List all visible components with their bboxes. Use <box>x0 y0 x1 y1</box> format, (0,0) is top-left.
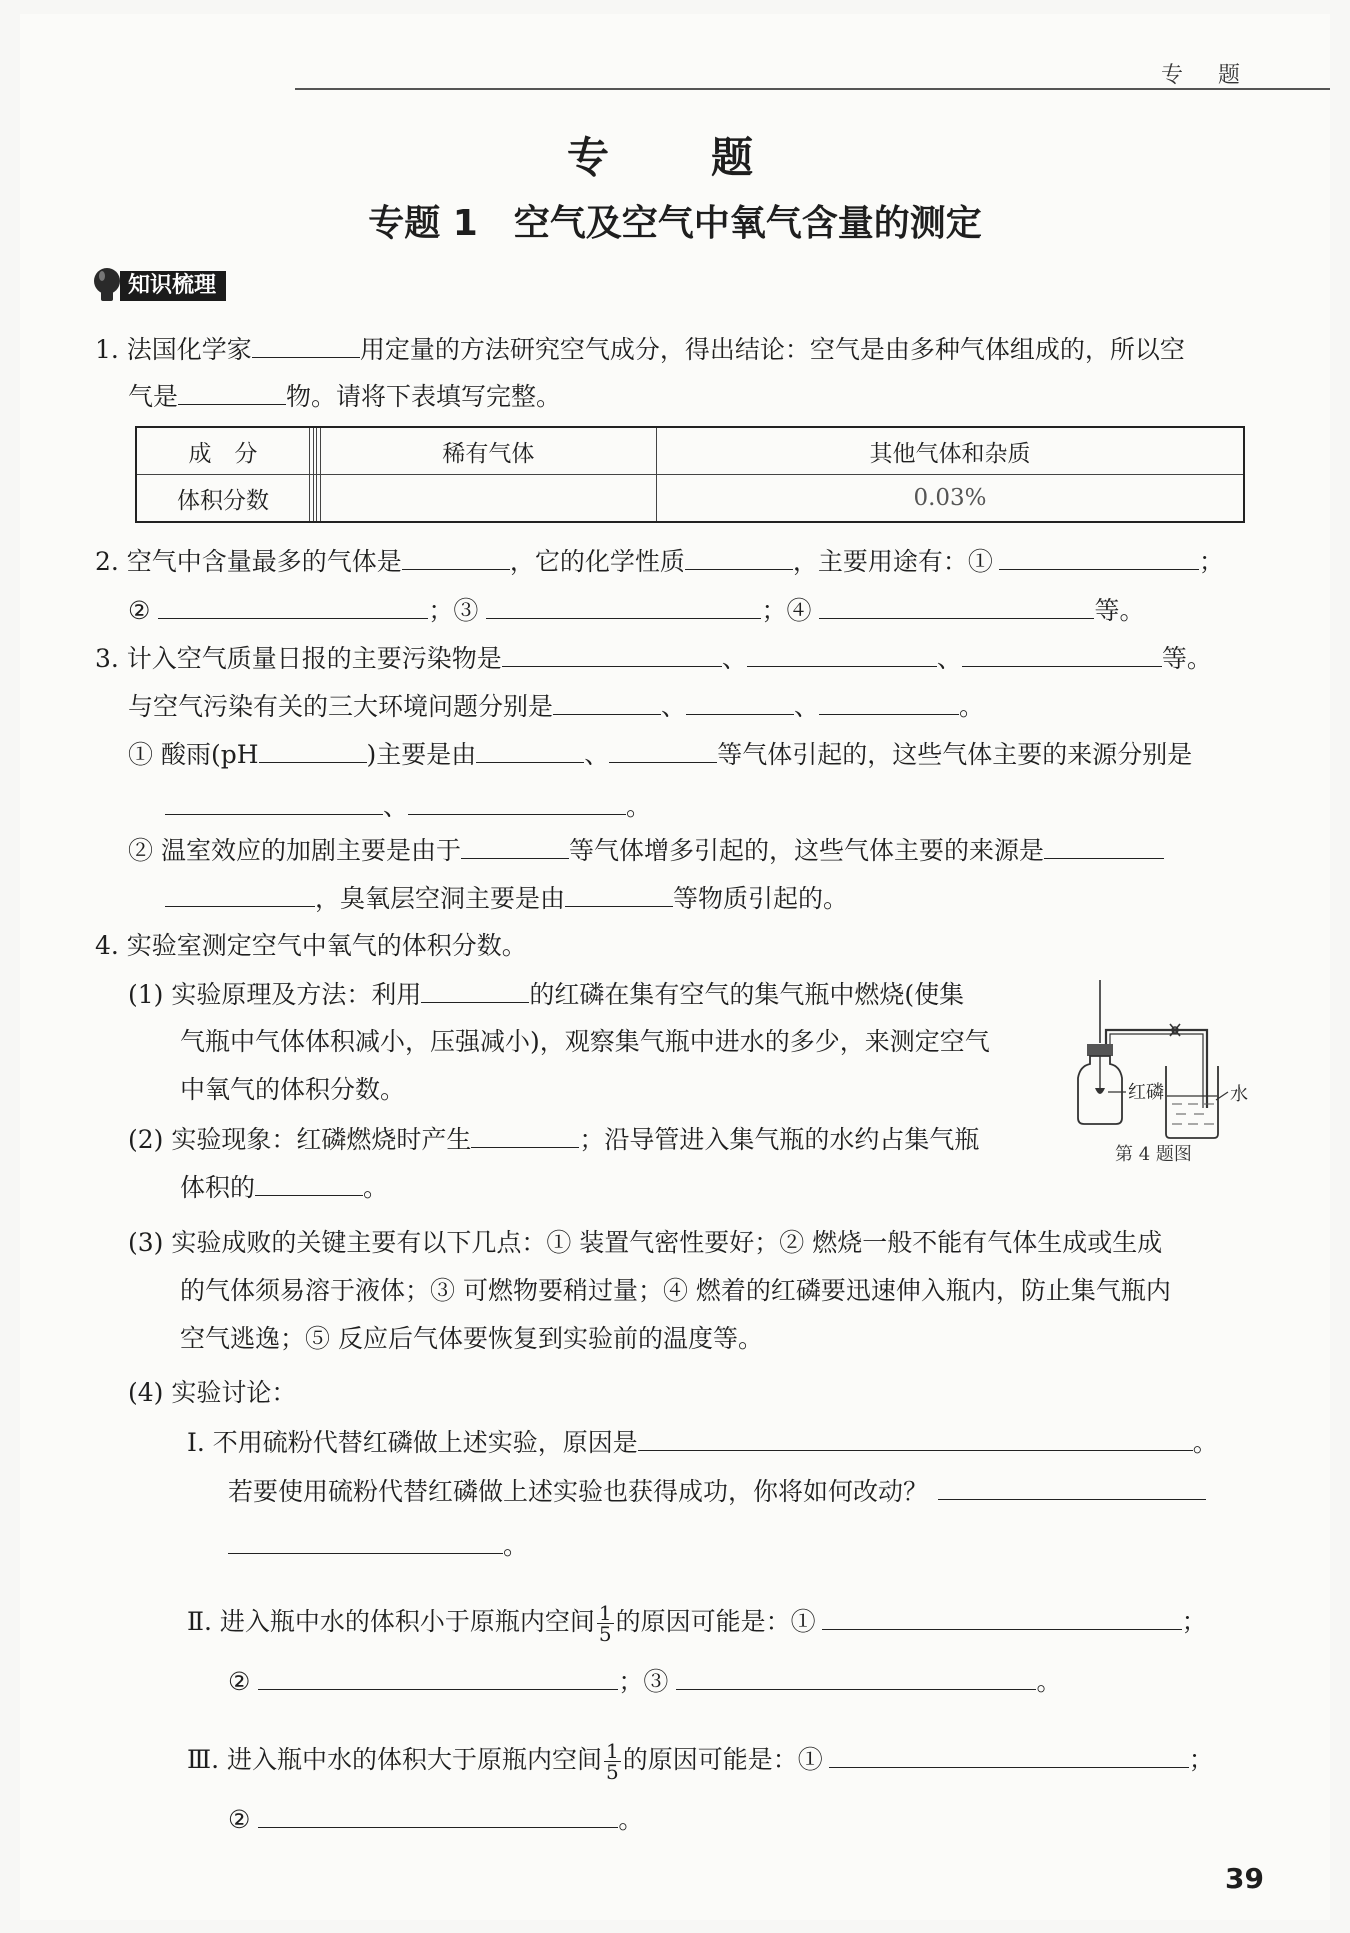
q3-text-p: 等气体增多引起的，这些气体主要的来源是 <box>568 836 1044 865</box>
table-header-cell: 体积分数 <box>136 475 310 523</box>
q4-p1-line2: 气瓶中气体体积减小，压强减小)，观察集气瓶中进水的多少，来测定空气 <box>180 1027 990 1056</box>
q4-blank-phosphorus[interactable] <box>421 978 529 1003</box>
q3-blank-acid-gas1[interactable] <box>476 738 584 763</box>
q1-line2 <box>128 380 561 413</box>
q2-blank-use3[interactable] <box>486 594 761 619</box>
label-water: 水 <box>1230 1084 1248 1105</box>
page-title: 专 题 <box>566 133 783 182</box>
q2-text-h: 等。 <box>1094 596 1145 625</box>
q4-text-l: 的原因可能是：① <box>615 1607 816 1636</box>
q3-line2 <box>128 690 984 723</box>
label-phosphorus: 红磷 <box>1128 1082 1164 1103</box>
q4-text-q: Ⅲ. 进入瓶中水的体积大于原瓶内空间 <box>187 1745 603 1774</box>
q3-text-m: 、 <box>383 792 409 821</box>
q3-blank-greenhouse-gas[interactable] <box>461 834 569 859</box>
q2-blank-use1[interactable] <box>999 545 1199 570</box>
q4-text-g: Ⅰ. 不用硫粉代替红磷做上述实验，原因是 <box>187 1428 638 1457</box>
q4-i-line2 <box>228 1475 1206 1508</box>
q4-i-line3 <box>228 1529 528 1562</box>
page-number: 39 <box>1225 1862 1264 1895</box>
q3-blank-greenhouse-source-cont[interactable] <box>165 882 315 907</box>
q4-blank-phenomenon[interactable] <box>471 1123 579 1148</box>
q3-blank-issue3[interactable] <box>819 690 959 715</box>
header-rule <box>295 88 1330 90</box>
q2-blank-property[interactable] <box>685 545 793 570</box>
q3-blank-issue2[interactable] <box>686 690 794 715</box>
q2-text-g: ；④ <box>761 596 812 625</box>
q3-text-a: 3. 计入空气质量日报的主要污染物是 <box>95 644 502 673</box>
stopper <box>1087 1044 1113 1056</box>
q3-line6 <box>165 882 848 915</box>
q4-text-m: ； <box>1181 1607 1207 1636</box>
q4-text-p: 。 <box>1036 1667 1062 1696</box>
q3-text-d: 等。 <box>1161 644 1212 673</box>
q4-ii-line1 <box>187 1593 1207 1651</box>
q2-text-c: ，主要用途有：① <box>792 547 993 576</box>
topic-title: 专题 1 空气及空气中氧气含量的测定 <box>368 203 982 244</box>
q3-blank-greenhouse-source[interactable] <box>1044 834 1164 859</box>
q4-text-n: ② <box>228 1667 251 1696</box>
q1-text-d: 物。请将下表填写完整。 <box>286 382 562 411</box>
q3-text-h: 。 <box>959 692 985 721</box>
q1-blank-scientist[interactable] <box>252 333 360 358</box>
q4-blank-more-reason1[interactable] <box>829 1743 1189 1768</box>
q4-ii-line2 <box>228 1665 1061 1698</box>
q4-text-t: ② <box>228 1805 251 1834</box>
q2-text-b: ，它的化学性质 <box>509 547 685 576</box>
q3-text-c: 、 <box>936 644 962 673</box>
q3-text-b: 、 <box>721 644 747 673</box>
q3-text-k: 、 <box>584 740 610 769</box>
q3-line3 <box>128 738 1192 771</box>
q1-text-c: 气是 <box>128 382 179 411</box>
q4-text-h: 。 <box>1192 1428 1218 1457</box>
q2-blank-use2[interactable] <box>158 594 428 619</box>
q4-text-k: Ⅱ. 进入瓶中水的体积小于原瓶内空间 <box>187 1607 595 1636</box>
table-row <box>136 475 1244 523</box>
q4-blank-sulfur-reason[interactable] <box>638 1426 1193 1451</box>
fraction-one-fifth <box>604 1741 621 1782</box>
q2-text-d: ； <box>1198 547 1224 576</box>
q3-blank-pollutant1[interactable] <box>502 642 722 667</box>
q2-line2 <box>128 594 1144 627</box>
q4-blank-fraction[interactable] <box>255 1171 363 1196</box>
q4-p2-line1 <box>128 1123 979 1156</box>
fraction-one-fifth <box>597 1603 614 1644</box>
q3-text-i: ① 酸雨(pH <box>128 740 259 769</box>
lightbulb-icon <box>92 267 122 305</box>
table-row <box>136 427 1244 475</box>
q3-blank-pollutant3[interactable] <box>962 642 1162 667</box>
fraction-numerator: 1 <box>606 1739 619 1763</box>
q4-p3-line3: 空气逃逸；⑤ 反应后气体要恢复到实验前的温度等。 <box>180 1324 763 1353</box>
q1-text-b: 用定量的方法研究空气成分，得出结论：空气是由多种气体组成的，所以空 <box>359 335 1185 364</box>
table-cell[interactable] <box>320 475 656 523</box>
q3-line4 <box>165 790 651 823</box>
q4-blank-more-reason2[interactable] <box>258 1803 618 1828</box>
q4-text-f: 。 <box>363 1173 389 1202</box>
q2-line1 <box>95 545 1224 578</box>
q4-text-s: ； <box>1188 1745 1214 1774</box>
q4-iii-line1 <box>187 1731 1214 1789</box>
q3-text-r: 等物质引起的。 <box>673 884 849 913</box>
q3-text-j: )主要是由 <box>366 740 477 769</box>
q3-blank-ozone[interactable] <box>565 882 673 907</box>
q4-p1-line3: 中氧气的体积分数。 <box>180 1075 406 1104</box>
q4-text-d: ；沿导管进入集气瓶的水约占集气瓶 <box>579 1125 980 1154</box>
table-cell: 其他气体和杂质 <box>657 427 1244 475</box>
q3-text-n: 。 <box>626 792 652 821</box>
figure-caption: 第 4 题图 <box>1115 1144 1192 1165</box>
q3-text-g: 、 <box>794 692 820 721</box>
q3-blank-acid-gas2[interactable] <box>609 738 717 763</box>
fraction-denominator: 5 <box>598 1622 612 1646</box>
q3-text-l: 等气体引起的，这些气体主要的来源分别是 <box>717 740 1193 769</box>
air-composition-table <box>135 426 1245 523</box>
q4-text-r: 的原因可能是：① <box>622 1745 823 1774</box>
q3-line5 <box>128 834 1164 867</box>
q3-blank-pollutant2[interactable] <box>747 642 937 667</box>
q1-line1 <box>95 333 1185 366</box>
q4-text-e: 体积的 <box>180 1173 256 1202</box>
red-phosphorus <box>1095 1088 1105 1094</box>
q2-blank-gas[interactable] <box>402 545 510 570</box>
q4-text-j: 。 <box>503 1531 529 1560</box>
q1-blank-type[interactable] <box>178 380 286 405</box>
q3-line1 <box>95 642 1212 675</box>
q4-blank-less-reason3[interactable] <box>676 1665 1036 1690</box>
q4-blank-less-reason1[interactable] <box>822 1605 1182 1630</box>
table-header-cell: 成 分 <box>136 427 310 475</box>
q3-blank-source1[interactable] <box>165 790 383 815</box>
q2-text-a: 2. 空气中含量最多的气体是 <box>95 547 402 576</box>
q4-text-b: 的红磷在集有空气的集气瓶中燃烧(使集 <box>529 980 965 1009</box>
q4-iii-line2 <box>228 1803 643 1836</box>
q4-p1-line1 <box>128 978 964 1011</box>
fraction-numerator: 1 <box>598 1601 612 1625</box>
running-title: 专 题 <box>1161 63 1254 88</box>
q1-text-a: 1. 法国化学家 <box>95 335 252 364</box>
q4-blank-sulfur-change[interactable] <box>938 1475 1206 1500</box>
q3-text-e: 与空气污染有关的三大环境问题分别是 <box>128 692 554 721</box>
q4-text-i: 若要使用硫粉代替红磷做上述实验也获得成功，你将如何改动？ <box>228 1477 929 1506</box>
beaker <box>1166 1066 1218 1138</box>
q4-text-u: 。 <box>618 1805 644 1834</box>
q4-title: 4. 实验室测定空气中氧气的体积分数。 <box>95 931 527 960</box>
q4-blank-less-reason2[interactable] <box>258 1665 618 1690</box>
q4-text-c: (2) 实验现象：红磷燃烧时产生 <box>128 1125 472 1154</box>
fraction-denominator: 5 <box>606 1760 619 1784</box>
q4-p3-line2: 的气体须易溶于液体；③ 可燃物要稍过量；④ 燃着的红磷要迅速伸入瓶内，防止集气瓶内 <box>180 1276 1171 1305</box>
q2-blank-use4[interactable] <box>819 594 1094 619</box>
q4-i-line1 <box>187 1426 1218 1459</box>
q4-p2-line2 <box>180 1171 388 1204</box>
q3-text-f: 、 <box>661 692 687 721</box>
q2-text-f: ；③ <box>428 596 479 625</box>
q4-text-a: (1) 实验原理及方法：利用 <box>128 980 422 1009</box>
q4-p4: (4) 实验讨论： <box>128 1378 297 1407</box>
q4-text-o: ；③ <box>618 1667 669 1696</box>
table-cell: 0.03% <box>657 475 1244 523</box>
q3-blank-ph[interactable] <box>259 738 367 763</box>
q4-blank-sulfur-change-cont[interactable] <box>228 1529 503 1554</box>
table-cell: 稀有气体 <box>320 427 656 475</box>
q3-text-q: ，臭氧层空洞主要是由 <box>315 884 566 913</box>
q3-text-o: ② 温室效应的加剧主要是由于 <box>128 836 461 865</box>
q3-blank-issue1[interactable] <box>553 690 661 715</box>
apparatus-figure <box>1060 978 1260 1163</box>
q3-blank-source2[interactable] <box>408 790 626 815</box>
section-badge-label: 知识梳理 <box>120 271 226 301</box>
q2-text-e: ② <box>128 596 151 625</box>
q4-p3-line1: (3) 实验成败的关键主要有以下几点：① 装置气密性要好；② 燃烧一般不能有气体生成或生成 <box>128 1228 1163 1257</box>
